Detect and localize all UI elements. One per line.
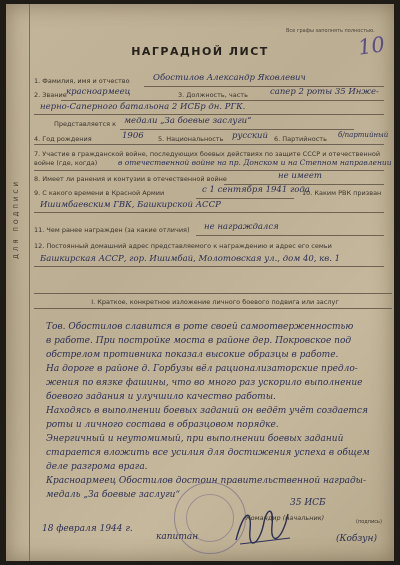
narrative-line: обстрелом противника показал высокие образцы в работе. <box>46 350 339 360</box>
narrative-line: Красноармеец Обостилов достоин правительственной награды- <box>46 476 367 486</box>
field-label-party: 6. Партийность <box>274 135 327 143</box>
field-value-war: в отечественной войне на пр. Донском и на Степном направлении <box>118 158 392 167</box>
field-label-position: 3. Должность, часть <box>178 91 248 99</box>
field-value-position-cont: нерно-Саперного батальона 2 ИСБр дн. РГК. <box>40 102 246 112</box>
narrative-line: медаль „За боевые заслуги“ <box>46 490 181 500</box>
narrative-line: Тов. Обостилов славится в роте своей самоотверженностью <box>46 322 354 332</box>
field-value-presented: медали „За боевые заслуги“ <box>124 116 252 126</box>
commander-name: (Кобзун) <box>336 534 377 544</box>
side-label: ДЛЯ ПОДПИСИ <box>13 179 20 259</box>
top-note: Все графы заполнять полностью. <box>286 28 375 34</box>
field-label-awards: 11. Чем ранее награжден (за какие отличия) <box>34 226 190 234</box>
field-line <box>34 266 384 267</box>
field-line <box>34 144 384 145</box>
field-value-party: б/партийный <box>338 131 389 139</box>
field-line <box>34 170 384 171</box>
award-date: 18 февраля 1944 г. <box>42 524 133 534</box>
field-label-rvk: 10. Каким РВК призван <box>302 189 382 197</box>
commander-label: Командир (начальник) <box>246 514 325 522</box>
field-value-army: с 1 сентября 1941 года <box>202 185 310 195</box>
field-label-wounds: 8. Имеет ли ранения и контузии в отечественной войне <box>34 175 227 183</box>
field-line <box>34 212 384 213</box>
narrative-line: боевого задания и улучшило качество работы. <box>46 392 276 402</box>
field-label-nationality: 5. Национальность <box>158 135 224 143</box>
unit-mark: 35 ИСБ <box>290 498 326 508</box>
section-rule-top <box>34 293 392 294</box>
commander-rank: капитан <box>156 532 199 542</box>
page-title: НАГРАДНОЙ ЛИСТ <box>131 45 269 58</box>
field-value-nationality: русский <box>232 131 268 141</box>
field-value-address: Башкирская АССР, гор. Ишимбай, Молотовская ул., дом 40, кв. 1 <box>40 254 341 264</box>
narrative-line: старается вложить все усилия для достижения успеха в общем <box>46 448 370 458</box>
narrative-line: Находясь в выполнении боевых заданий он ведёт учёт создается <box>46 406 368 416</box>
field-label-name: 1. Фамилия, имя и отчество <box>34 77 130 85</box>
narrative-line: Энергичный и неутомимый, при выполнении боевых заданий <box>46 434 344 444</box>
field-line <box>120 129 354 130</box>
field-value-position: сапер 2 роты 35 Инже- <box>270 87 379 97</box>
field-label-birth: 4. Год рождения <box>34 135 92 143</box>
field-label-address: 12. Постоянный домашний адрес представляемого к награждению и адрес его семьи <box>34 242 332 250</box>
award-sheet <box>6 4 394 561</box>
field-label-war: 7. Участие в гражданской войне, последующих боевых действиях по защите СССР и отечественной войне (где, когда) <box>34 150 381 167</box>
field-label-rank: 2. Звание <box>34 91 67 99</box>
narrative-line: в работе. При постройке моста в районе дер. Покровское под <box>46 336 352 346</box>
field-line <box>196 235 384 236</box>
field-line <box>61 100 384 101</box>
field-value-rvk: Ишимбаевским ГВК, Башкирской АССР <box>40 200 221 210</box>
signature-caption: (подпись) <box>356 519 382 525</box>
narrative-line: деле разгрома врага. <box>46 462 148 472</box>
field-line <box>196 198 294 199</box>
field-label-army: 9. С какого времени в Красной Армии <box>34 189 165 197</box>
section-rule-bottom <box>34 308 392 309</box>
field-value-wounds: не имеет <box>278 171 322 181</box>
field-value-birth: 1906 <box>122 131 144 141</box>
field-line <box>34 114 384 115</box>
section-title: I. Краткое, конкретное изложение личного боевого подвига или заслуг <box>91 298 339 306</box>
field-value-awards: не награждался <box>204 222 279 232</box>
archive-number: 10 <box>356 32 387 60</box>
narrative-line: жения по вязке фашины, что во много раз ускорило выполнение <box>46 378 363 388</box>
field-label-presented: Представляется к <box>54 120 117 128</box>
field-value-name: Обостилов Александр Яковлевич <box>153 73 306 83</box>
narrative-line: роты и личного состава в образцовом порядке. <box>46 420 279 430</box>
side-strip <box>9 4 30 561</box>
field-value-rank: красноармеец <box>66 87 131 97</box>
narrative-line: На дороге в районе д. Горбузы вёл рационализаторские предло- <box>46 364 358 374</box>
